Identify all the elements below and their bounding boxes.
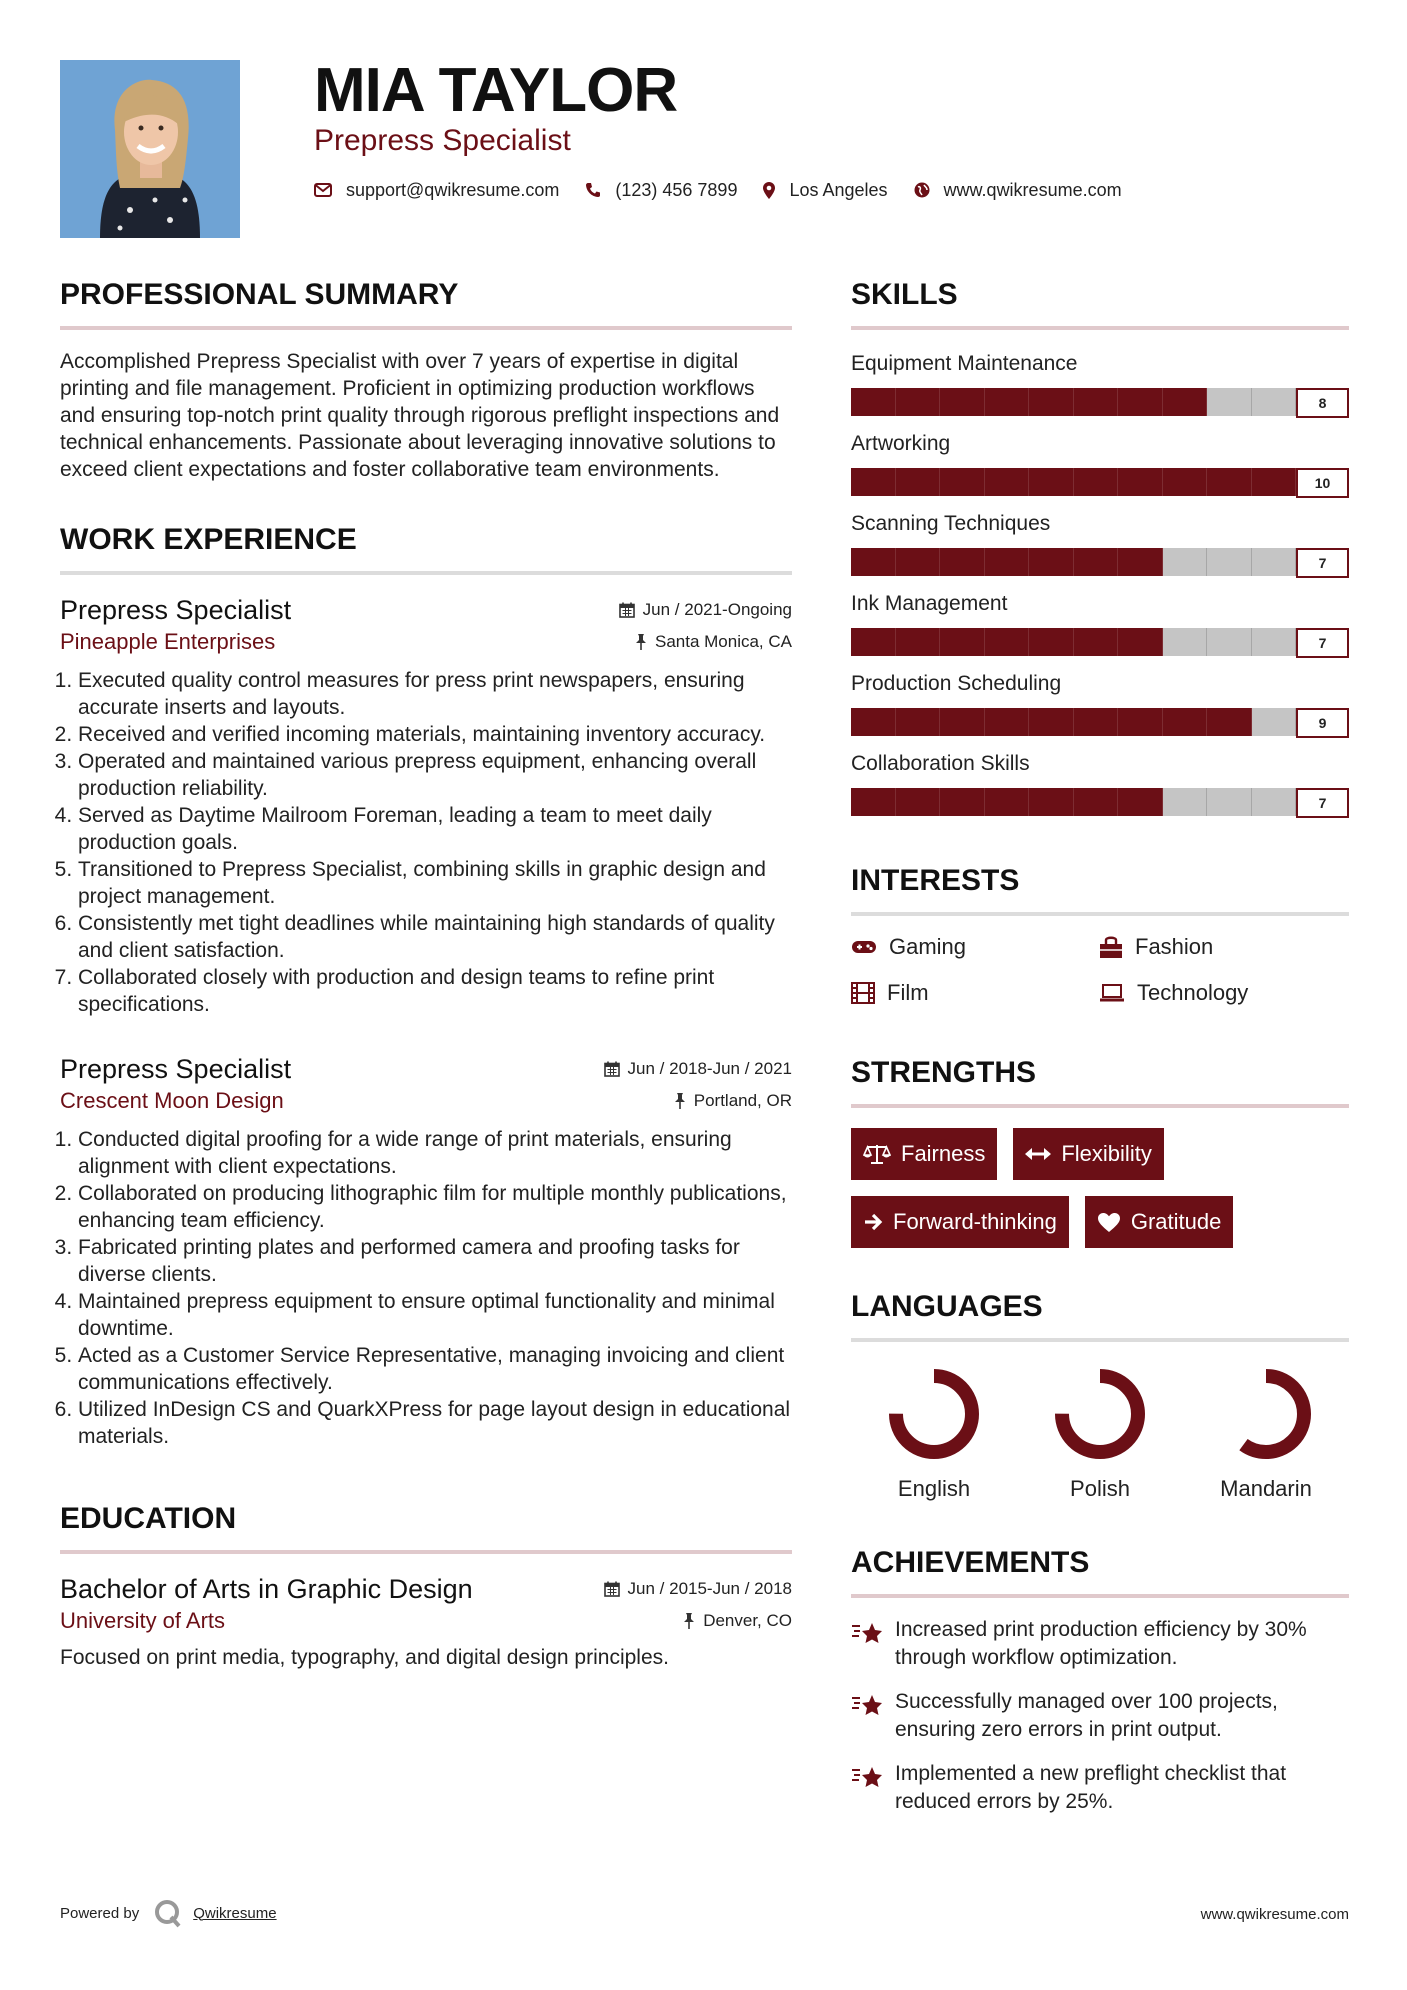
globe-icon (914, 182, 930, 198)
skill-bar-segment (851, 708, 896, 736)
skill-bar-segment (1118, 708, 1163, 736)
skill-item (851, 350, 1349, 416)
skill-bar-track (851, 388, 1296, 416)
section-divider (851, 1104, 1349, 1108)
skill-level-badge: 7 (1296, 788, 1349, 818)
interest-item (1099, 934, 1349, 960)
interests-heading: INTERESTS (851, 864, 1020, 897)
contact-website[interactable] (914, 180, 1122, 201)
skill-bar-segment (1163, 548, 1208, 576)
language-name: Polish (1070, 1476, 1130, 1501)
skill-bar-segment (1118, 788, 1163, 816)
language-item (851, 1366, 1017, 1502)
job-location-text: Santa Monica, CA (654, 632, 792, 651)
section-divider (60, 1550, 792, 1554)
skill-bar-segment (985, 708, 1030, 736)
left-column (60, 276, 792, 1671)
skill-level-badge: 10 (1296, 468, 1349, 498)
skill-bar-segment (1163, 788, 1208, 816)
contact-location (763, 180, 887, 201)
interest-label: Technology (1137, 980, 1249, 1005)
skill-bar-segment (940, 548, 985, 576)
section-divider (851, 912, 1349, 916)
achievement-list (851, 1616, 1349, 1816)
film-icon (851, 982, 875, 1004)
job-subhead (60, 627, 792, 657)
experience-section (60, 521, 792, 1450)
language-item (1183, 1366, 1349, 1502)
job-bullet: 2. Received and verified incoming materials, maintaining inventory accuracy. (78, 721, 792, 748)
job-bullet: 5. Acted as a Customer Service Representative, managing invoicing and client communications effectively. (78, 1342, 792, 1396)
job-bullet: 2. Collaborated on producing lithographic film for multiple monthly publications, enhancing team efficiency. (78, 1180, 792, 1234)
skill-bar-segment (1252, 788, 1297, 816)
skill-name: Ink Management (851, 592, 1008, 615)
calendar-icon (604, 1061, 620, 1077)
interest-item (851, 980, 1099, 1006)
arrows-horizontal-icon (1025, 1147, 1051, 1161)
footer-website[interactable]: www.qwikresume.com (1200, 1906, 1349, 1923)
skill-bar-segment (851, 788, 896, 816)
skill-name: Collaboration Skills (851, 752, 1030, 775)
pushpin-icon (683, 1613, 695, 1629)
skill-bar-segment (985, 628, 1030, 656)
shooting-star-icon (851, 1764, 883, 1790)
job-list (60, 593, 792, 1450)
strength-label: Flexibility (1061, 1141, 1152, 1166)
language-level-ring (1052, 1366, 1148, 1462)
education-location (683, 1611, 792, 1631)
education-school: University of Arts (60, 1608, 226, 1633)
skill-level-badge: 7 (1296, 628, 1349, 658)
skill-item (851, 670, 1349, 736)
achievement-item (851, 1616, 1349, 1672)
heart-icon (1097, 1212, 1121, 1233)
achievements-section (851, 1544, 1349, 1816)
job-dates-text: Jun / 2021-Ongoing (642, 600, 792, 619)
interest-label: Gaming (889, 934, 967, 959)
language-item (1017, 1366, 1183, 1502)
skills-heading: SKILLS (851, 278, 958, 311)
skill-bar-segment (1252, 548, 1297, 576)
map-marker-icon (763, 182, 775, 199)
shooting-star-icon (851, 1692, 883, 1718)
experience-heading: WORK EXPERIENCE (60, 523, 357, 556)
skill-item (851, 510, 1349, 576)
job-head (60, 1052, 792, 1086)
skill-bar-segment (1029, 468, 1074, 496)
achievement-text: Successfully managed over 100 projects, ensuring zero errors in print output. (895, 1690, 1278, 1741)
contact-website-text: www.qwikresume.com (943, 179, 1122, 200)
skill-bar (851, 548, 1349, 576)
skill-bar-segment (1163, 628, 1208, 656)
languages-section (851, 1288, 1349, 1502)
education-heading: EDUCATION (60, 1502, 237, 1535)
job-bullets (60, 1126, 792, 1450)
skill-bar-segment (1074, 468, 1119, 496)
skill-bar-segment (1207, 628, 1252, 656)
skill-bar-segment (985, 548, 1030, 576)
achievements-heading: ACHIEVEMENTS (851, 1546, 1090, 1579)
job-bullet: 6. Consistently met tight deadlines while maintaining high standards of quality and client satisfaction. (78, 910, 792, 964)
profile-photo (60, 60, 240, 238)
strength-label: Fairness (901, 1141, 986, 1166)
skill-bar-segment (1207, 708, 1252, 736)
skill-bar-segment (851, 388, 896, 416)
right-column (851, 276, 1349, 1816)
skill-bar-segment (1163, 708, 1208, 736)
contact-bar (314, 176, 1148, 204)
education-description: Focused on print media, typography, and digital design principles. (60, 1646, 669, 1669)
job-dates-text: Jun / 2018-Jun / 2021 (627, 1059, 792, 1078)
interest-item (1099, 980, 1349, 1006)
skills-section (851, 276, 1349, 816)
skill-bar-segment (896, 628, 941, 656)
job-head (60, 593, 792, 627)
skill-name: Equipment Maintenance (851, 352, 1078, 375)
job-dates (619, 600, 792, 620)
education-location-text: Denver, CO (703, 1611, 792, 1630)
skill-bar-segment (1118, 468, 1163, 496)
skill-item (851, 590, 1349, 656)
skill-bar-segment (1118, 628, 1163, 656)
skill-bar-track (851, 708, 1296, 736)
contact-email[interactable] (314, 180, 559, 201)
job-location (674, 1091, 792, 1111)
skill-bar-segment (1207, 548, 1252, 576)
section-divider (60, 571, 792, 575)
skill-bar-segment (896, 708, 941, 736)
skill-name: Artworking (851, 432, 951, 455)
pushpin-icon (674, 1093, 686, 1109)
interests-section (851, 862, 1349, 1006)
job-bullet: 5. Transitioned to Prepress Specialist, combining skills in graphic design and project management. (78, 856, 792, 910)
education-head (60, 1572, 792, 1606)
job-bullet: 3. Operated and maintained various prepress equipment, enhancing overall production reliability. (78, 748, 792, 802)
skill-level-badge: 8 (1296, 388, 1349, 418)
skill-bar-segment (1029, 388, 1074, 416)
job-company: Crescent Moon Design (60, 1088, 284, 1113)
skill-item (851, 430, 1349, 496)
skill-bar-segment (940, 628, 985, 656)
strengths-section (851, 1054, 1349, 1248)
contact-phone[interactable] (585, 180, 737, 201)
skill-bar-segment (1207, 468, 1252, 496)
skill-bar-segment (985, 388, 1030, 416)
section-divider (851, 1338, 1349, 1342)
skill-bar-segment (896, 788, 941, 816)
interest-list (851, 934, 1349, 1006)
footer-powered-by (60, 1898, 277, 1928)
skill-bar-segment (1074, 628, 1119, 656)
footer-brand-link[interactable]: Qwikresume (193, 1904, 277, 1922)
job-dates (604, 1059, 792, 1079)
skill-bar-segment (896, 468, 941, 496)
summary-text: Accomplished Prepress Specialist with over 7 years of expertise in digital printing and file management. Proficient in optimizing production workflows and ensuring top-notch print quality through rigorous preflight inspections and technical enhancements. Passionate about leveraging innovative solutions to exceed client expectations and foster collaborative team environments. (60, 350, 780, 481)
skill-bar-segment (1074, 708, 1119, 736)
arrow-right-icon (863, 1212, 883, 1232)
skill-bar-segment (1163, 468, 1208, 496)
skill-bar-segment (940, 788, 985, 816)
skill-bar-segment (896, 548, 941, 576)
skill-bar-segment (940, 388, 985, 416)
candidate-title: Prepress Specialist (314, 124, 571, 157)
skill-bar-segment (1029, 788, 1074, 816)
qwikresume-logo-icon (153, 1898, 183, 1928)
contact-location-text: Los Angeles (789, 179, 888, 200)
skill-bar-segment (985, 788, 1030, 816)
skill-bar-segment (851, 548, 896, 576)
skill-list (851, 350, 1349, 816)
calendar-icon (604, 1581, 620, 1597)
languages-heading: LANGUAGES (851, 1290, 1043, 1323)
skill-bar-segment (851, 628, 896, 656)
skill-bar-segment (896, 388, 941, 416)
strengths-heading: STRENGTHS (851, 1056, 1037, 1089)
powered-by-label: Powered by (60, 1904, 140, 1922)
job-title: Prepress Specialist (60, 595, 292, 625)
language-name: Mandarin (1220, 1476, 1312, 1501)
skill-bar (851, 708, 1349, 736)
education-subhead (60, 1606, 792, 1636)
skill-bar-segment (1252, 628, 1297, 656)
strength-chip (1013, 1128, 1163, 1180)
language-name: English (897, 1476, 971, 1501)
job-bullet: 1. Conducted digital proofing for a wide range of print materials, ensuring alignment with client expectations. (78, 1126, 792, 1180)
job-bullet: 1. Executed quality control measures for press print newspapers, ensuring accurate inserts and layouts. (78, 667, 792, 721)
achievement-item (851, 1760, 1349, 1816)
interest-label: Film (887, 980, 929, 1005)
education-dates (604, 1579, 792, 1599)
balance-scale-icon (863, 1143, 891, 1165)
strength-label: Gratitude (1130, 1209, 1222, 1234)
skill-level-badge: 9 (1296, 708, 1349, 738)
phone-icon (585, 182, 601, 198)
skill-bar-segment (1074, 548, 1119, 576)
language-level-ring (1218, 1366, 1314, 1462)
skill-bar-track (851, 788, 1296, 816)
skill-bar-segment (1074, 788, 1119, 816)
strength-list (851, 1128, 1349, 1248)
strength-chip (851, 1128, 997, 1180)
skill-bar-segment (1118, 388, 1163, 416)
job-entry (60, 593, 792, 1018)
skill-bar-segment (940, 708, 985, 736)
interest-label: Fashion (1135, 934, 1214, 959)
job-location (635, 632, 792, 652)
job-bullet: 6. Utilized InDesign CS and QuarkXPress for page layout design in educational materials. (78, 1396, 792, 1450)
job-entry (60, 1052, 792, 1450)
skill-bar-segment (1252, 708, 1297, 736)
envelope-icon (314, 183, 332, 197)
job-subhead (60, 1086, 792, 1116)
skill-bar-segment (1252, 468, 1297, 496)
shooting-star-icon (851, 1620, 883, 1646)
education-dates-text: Jun / 2015-Jun / 2018 (627, 1579, 792, 1598)
skill-bar-segment (1252, 388, 1297, 416)
skill-bar (851, 388, 1349, 416)
strength-chip (1085, 1196, 1234, 1248)
achievement-text: Increased print production efficiency by 30% through workflow optimization. (895, 1618, 1307, 1669)
job-bullet: 4. Served as Daytime Mailroom Foreman, leading a team to meet daily production goals. (78, 802, 792, 856)
skill-bar-segment (1029, 628, 1074, 656)
skill-bar-segment (1029, 548, 1074, 576)
summary-heading: PROFESSIONAL SUMMARY (60, 278, 459, 311)
achievement-text: Implemented a new preflight checklist that reduced errors by 25%. (895, 1762, 1287, 1813)
gamepad-icon (851, 939, 877, 955)
skill-bar-segment (1118, 548, 1163, 576)
language-level-ring (886, 1366, 982, 1462)
strength-chip (851, 1196, 1069, 1248)
contact-phone-text: (123) 456 7899 (615, 179, 738, 200)
skill-bar-segment (1074, 388, 1119, 416)
skill-bar (851, 628, 1349, 656)
shopping-bag-icon (1099, 935, 1123, 959)
job-bullet: 3. Fabricated printing plates and performed camera and proofing tasks for diverse clients. (78, 1234, 792, 1288)
skill-bar-segment (985, 468, 1030, 496)
candidate-name: MIA TAYLOR (314, 56, 678, 125)
skill-item (851, 750, 1349, 816)
skill-bar-segment (1207, 388, 1252, 416)
summary-section (60, 276, 792, 483)
section-divider (60, 326, 792, 330)
skill-bar-segment (851, 468, 896, 496)
skill-bar-track (851, 548, 1296, 576)
interest-item (851, 934, 1099, 960)
skill-bar-segment (1029, 708, 1074, 736)
skill-bar (851, 788, 1349, 816)
skill-name: Scanning Techniques (851, 512, 1051, 535)
skill-bar-segment (1163, 388, 1208, 416)
laptop-icon (1099, 984, 1125, 1002)
job-title: Prepress Specialist (60, 1054, 292, 1084)
achievement-item (851, 1688, 1349, 1744)
job-company: Pineapple Enterprises (60, 629, 276, 654)
job-location-text: Portland, OR (693, 1091, 792, 1110)
skill-level-badge: 7 (1296, 548, 1349, 578)
job-bullets (60, 667, 792, 1018)
calendar-icon (619, 602, 635, 618)
section-divider (851, 326, 1349, 330)
skill-bar-segment (940, 468, 985, 496)
skill-bar-segment (1207, 788, 1252, 816)
education-section (60, 1500, 792, 1671)
job-bullet: 4. Maintained prepress equipment to ensure optimal functionality and minimal downtime. (78, 1288, 792, 1342)
skill-bar (851, 468, 1349, 496)
skill-name: Production Scheduling (851, 672, 1062, 695)
skill-bar-track (851, 628, 1296, 656)
skill-bar-track (851, 468, 1296, 496)
section-divider (851, 1594, 1349, 1598)
strength-label: Forward-thinking (893, 1209, 1057, 1234)
job-bullet: 7. Collaborated closely with production and design teams to refine print specifications. (78, 964, 792, 1018)
education-degree: Bachelor of Arts in Graphic Design (60, 1574, 473, 1604)
pushpin-icon (635, 634, 647, 650)
contact-email-text: support@qwikresume.com (346, 179, 560, 200)
language-list (851, 1366, 1349, 1502)
